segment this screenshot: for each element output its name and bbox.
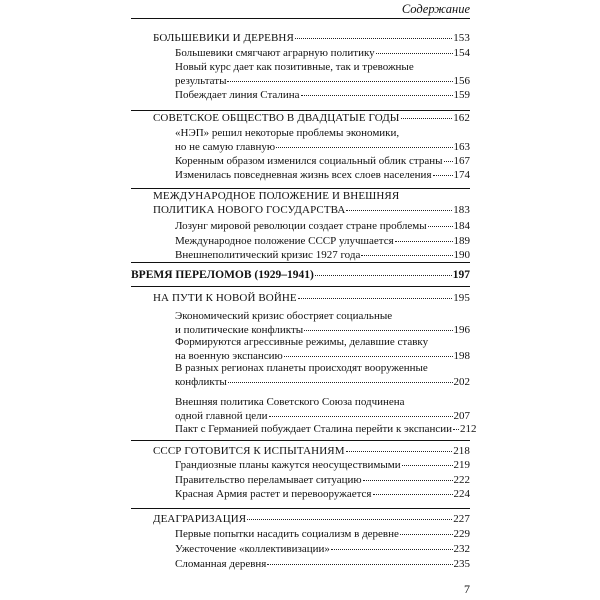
dot-leader <box>267 564 452 565</box>
toc-subsection-entry <box>175 542 470 556</box>
toc-entry-title: БОЛЬШЕВИКИ И ДЕРЕВНЯ <box>153 32 294 44</box>
toc-entry-title: Внешнеполитический кризис 1927 года <box>175 249 361 261</box>
dot-leader <box>402 465 453 466</box>
dot-leader <box>346 210 452 211</box>
toc-page-number: 183 <box>453 204 470 216</box>
toc-entry-title: Лозунг мировой революции создает стране проблемы <box>175 220 427 232</box>
toc-entry-title: Пакт с Германией побуждает Сталина перейти к экспансии <box>175 423 453 435</box>
toc-entry-title: и политические конфликты <box>175 324 304 336</box>
toc-entry-title: Внешняя политика Советского Союза подчинена <box>175 396 405 408</box>
dot-leader <box>284 356 453 357</box>
dot-leader <box>228 382 453 383</box>
toc-subsection-entry <box>175 219 470 233</box>
toc-entry-title: результаты <box>175 75 227 87</box>
section-divider <box>131 440 470 441</box>
toc-entry-title: Сломанная деревня <box>175 558 267 570</box>
toc-page-number: 202 <box>453 376 470 388</box>
toc-page-number: 189 <box>453 235 470 247</box>
dot-leader <box>301 95 453 96</box>
toc-page-number: 235 <box>453 558 470 570</box>
toc-entry-title: МЕЖДУНАРОДНОЕ ПОЛОЖЕНИЕ И ВНЕШНЯЯ <box>153 190 400 202</box>
toc-entry-title: Формируются агрессивные режимы, делавшие ставку <box>175 336 429 348</box>
dot-leader <box>298 298 452 299</box>
toc-subsection-entry <box>175 473 470 487</box>
dot-leader <box>295 38 452 39</box>
toc-entry-title: СОВЕТСКОЕ ОБЩЕСТВО В ДВАДЦАТЫЕ ГОДЫ <box>153 112 400 124</box>
toc-page-number: 198 <box>453 350 470 362</box>
toc-page-number: 159 <box>453 89 470 101</box>
section-divider <box>131 286 470 287</box>
dot-leader <box>373 494 453 495</box>
dot-leader <box>363 480 453 481</box>
toc-page-number: 219 <box>453 459 470 471</box>
toc-chapter-entry <box>153 111 470 125</box>
dot-leader <box>304 330 452 331</box>
toc-entry-title: Красная Армия растет и перевооружается <box>175 488 372 500</box>
toc-page-number: 207 <box>453 410 470 422</box>
toc-entry-title: Большевики смягчают аграрную политику <box>175 47 375 59</box>
toc-chapter-entry <box>153 444 470 458</box>
toc-entry-title: Международное положение СССР улучшается <box>175 235 394 247</box>
toc-entry-title: НА ПУТИ К НОВОЙ ВОЙНЕ <box>153 292 297 304</box>
dot-leader <box>400 534 453 535</box>
toc-entry-title: Ужесточение «коллективизации» <box>175 543 330 555</box>
toc-subsection-entry <box>175 458 470 472</box>
toc-entry-title: ДЕАГРАРИЗАЦИЯ <box>153 513 247 525</box>
toc-subsection-entry <box>175 126 470 154</box>
toc-entry-title: ПОЛИТИКА НОВОГО ГОСУДАРСТВА <box>153 204 346 216</box>
toc-entry-title: но не самую главную <box>175 141 276 153</box>
toc-entry-title: В разных регионах планеты происходят вооруженные <box>175 362 428 374</box>
section-divider <box>131 508 470 509</box>
toc-page-number: 218 <box>453 445 470 457</box>
toc-subsection-entry <box>175 248 470 262</box>
page-number: 7 <box>464 582 470 596</box>
toc-page-number: 163 <box>453 141 470 153</box>
toc-entry-title: Побеждает линия Сталина <box>175 89 300 101</box>
toc-page-number: 212 <box>460 423 477 435</box>
toc-entry-title: конфликты <box>175 376 227 388</box>
toc-entry-title: Правительство переламывает ситуацию <box>175 474 362 486</box>
toc-page-number: 232 <box>453 543 470 555</box>
toc-page-number: 154 <box>453 47 470 59</box>
dot-leader <box>227 81 452 82</box>
toc-entry-title: Коренным образом изменился социальный облик страны <box>175 155 443 167</box>
toc-entry-title: «НЭП» решил некоторые проблемы экономики, <box>175 127 400 139</box>
toc-chapter-entry <box>153 31 470 45</box>
toc-subsection-entry <box>175 88 470 102</box>
toc-subsection-entry <box>175 557 470 571</box>
toc-chapter-entry <box>153 189 470 217</box>
toc-entry-title: Грандиозные планы кажутся неосуществимыми <box>175 459 401 471</box>
dot-leader <box>401 118 453 119</box>
toc-page-number: 174 <box>453 169 470 181</box>
toc-subsection-entry <box>175 487 470 501</box>
dot-leader <box>346 451 453 452</box>
toc-subsection-entry <box>175 168 470 182</box>
toc-subsection-entry <box>175 234 470 248</box>
dot-leader <box>315 275 452 276</box>
toc-entry-title: на военную экспансию <box>175 350 283 362</box>
toc-page-number: 153 <box>453 32 470 44</box>
toc-page-number: 224 <box>453 488 470 500</box>
toc-subsection-entry <box>175 361 470 389</box>
toc-page-number: 196 <box>453 324 470 336</box>
dot-leader <box>433 175 453 176</box>
toc-page-number: 197 <box>452 269 470 281</box>
toc-page-number: 190 <box>453 249 470 261</box>
dot-leader <box>395 241 453 242</box>
toc-entry-title: Экономический кризис обостряет социальные <box>175 310 393 322</box>
toc-page-number: 195 <box>453 292 470 304</box>
dot-leader <box>247 519 452 520</box>
toc-entry-title: Первые попытки насадить социализм в деревне <box>175 528 399 540</box>
toc-chapter-entry <box>153 512 470 526</box>
toc-entry-title: Новый курс дает как позитивные, так и тревожные <box>175 61 414 73</box>
dot-leader <box>376 53 453 54</box>
dot-leader <box>453 429 459 430</box>
toc-page-number: 156 <box>453 75 470 87</box>
toc-page-number: 229 <box>453 528 470 540</box>
toc-entry-title: одной главной цели <box>175 410 268 422</box>
dot-leader <box>276 147 452 148</box>
toc-chapter-entry <box>153 291 470 305</box>
toc-entry-title: СССР ГОТОВИТСЯ К ИСПЫТАНИЯМ <box>153 445 345 457</box>
toc-page-number: 227 <box>453 513 470 525</box>
dot-leader <box>269 416 453 417</box>
toc-subsection-entry <box>175 46 470 60</box>
toc-page-number: 167 <box>453 155 470 167</box>
dot-leader <box>361 255 452 256</box>
toc-page-number: 222 <box>453 474 470 486</box>
toc-subsection-entry <box>175 154 470 168</box>
toc-subsection-entry <box>175 335 470 363</box>
dot-leader <box>444 161 453 162</box>
section-divider <box>131 262 470 263</box>
dot-leader <box>331 549 453 550</box>
toc-subsection-entry <box>175 395 470 423</box>
toc-page-number: 184 <box>453 220 470 232</box>
running-title: Содержание <box>401 2 470 16</box>
toc-entry-title: ВРЕМЯ ПЕРЕЛОМОВ (1929–1941) <box>131 269 314 281</box>
toc-entry-title: Изменилась повседневная жизнь всех слоев населения <box>175 169 432 181</box>
toc-part-entry <box>131 268 470 282</box>
toc-subsection-entry <box>175 527 470 541</box>
toc-subsection-entry <box>175 422 477 436</box>
toc-subsection-entry <box>175 60 470 88</box>
dot-leader <box>428 226 453 227</box>
toc-subsection-entry <box>175 309 470 337</box>
toc-page-number: 162 <box>453 112 470 124</box>
